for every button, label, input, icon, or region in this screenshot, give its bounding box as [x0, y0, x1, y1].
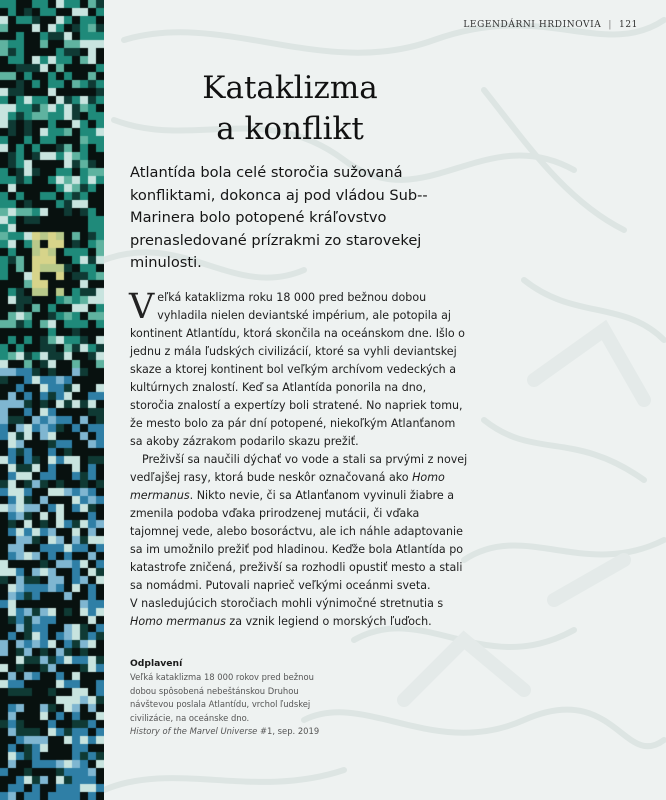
- section-title: LEGENDÁRNI HRDINOVIA: [463, 20, 602, 30]
- body-paragraph-3-end: za vznik legiend o morských ľuďoch.: [225, 615, 432, 628]
- body-paragraph-1-text: eľká kataklizma roku 18 000 pred bežnou dobou vyhladila nielen deviantské impérium, ale potopila aj kontinent Atlantídu, ktorá skončila na oceánskom dne. Išlo o jednu z mála ľudských civilizácií, ktoré sa vyhli deviantskej skaze a ktorej kontinent bol veľkým archívom vedeckých a kultúrnych znalostí. Keď sa Atlantída ponorila na dno, storočia znalostí a expertízy boli stratené. No napriek tomu, že mesto bolo za pár dní potopené, niekoľkým Atlanťanom sa akoby zázrakom podarilo skazu prežiť.: [130, 291, 465, 448]
- body-paragraph-1: [130, 289, 468, 451]
- caption-text: Veľká kataklizma 18 000 rokov pred bežnou dobou spôsobená nebeštánskou Druhou návštevou poslala Atlantídu, vrchol ľudskej civilizácie, na oceánske dno.: [130, 672, 314, 723]
- body-paragraph-3: [130, 595, 468, 631]
- caption-title: Odplavení: [130, 658, 183, 669]
- header-separator: |: [608, 20, 613, 30]
- image-caption: [130, 657, 320, 738]
- caption-source-title: History of the Marvel Universe: [130, 726, 258, 737]
- caption-source: [130, 725, 320, 738]
- title-line-2: a konflikt: [216, 111, 364, 147]
- page-title: [140, 68, 440, 150]
- lead-paragraph: Atlantída bola celé storočia sužovaná konfliktami, dokonca aj pod vládou Sub--Marinera bolo potopené kráľovstvo prenasledované prízrakmi zo starovekej minulosti.: [130, 164, 428, 271]
- title-line-1: Kataklizma: [202, 70, 378, 106]
- caption-source-rest: #1, sep. 2019: [257, 726, 320, 737]
- body-paragraph-2: [130, 451, 468, 595]
- body-paragraph-3-italic: Homo mermanus: [130, 615, 226, 628]
- body-paragraph-3-start: V nasledujúcich storočiach mohli výnimočné stretnutia s: [130, 597, 444, 610]
- body-paragraph-2-end: . Nikto nevie, či sa Atlanťanom vyvinuli žiabre a zmenila podoba vďaka prirodzenej mutácii, či vďaka tajomnej vede, alebo bosoráctvu, ale ich náhle adaptovanie sa im umožnilo prežiť pod hladinou. Keďže bola Atlantída po katastrofe zničená, preživší sa rozhodli opustiť mesto a stali sa nomádmi. Putovali naprieč veľkými oceánmi sveta.: [130, 489, 464, 592]
- drop-cap: V: [129, 287, 155, 327]
- left-mosaic-image: [0, 0, 104, 800]
- page-number: 121: [619, 20, 638, 30]
- body-paragraph-2-italic: Homo mermanus: [130, 471, 445, 502]
- running-header: [463, 20, 638, 30]
- body-text: [130, 289, 468, 631]
- body-paragraph-2-start: Preživší sa naučili dýchať vo vode a stali sa prvými z novej vedľajšej rasy, ktorá bude neskôr označovaná ako: [130, 453, 468, 484]
